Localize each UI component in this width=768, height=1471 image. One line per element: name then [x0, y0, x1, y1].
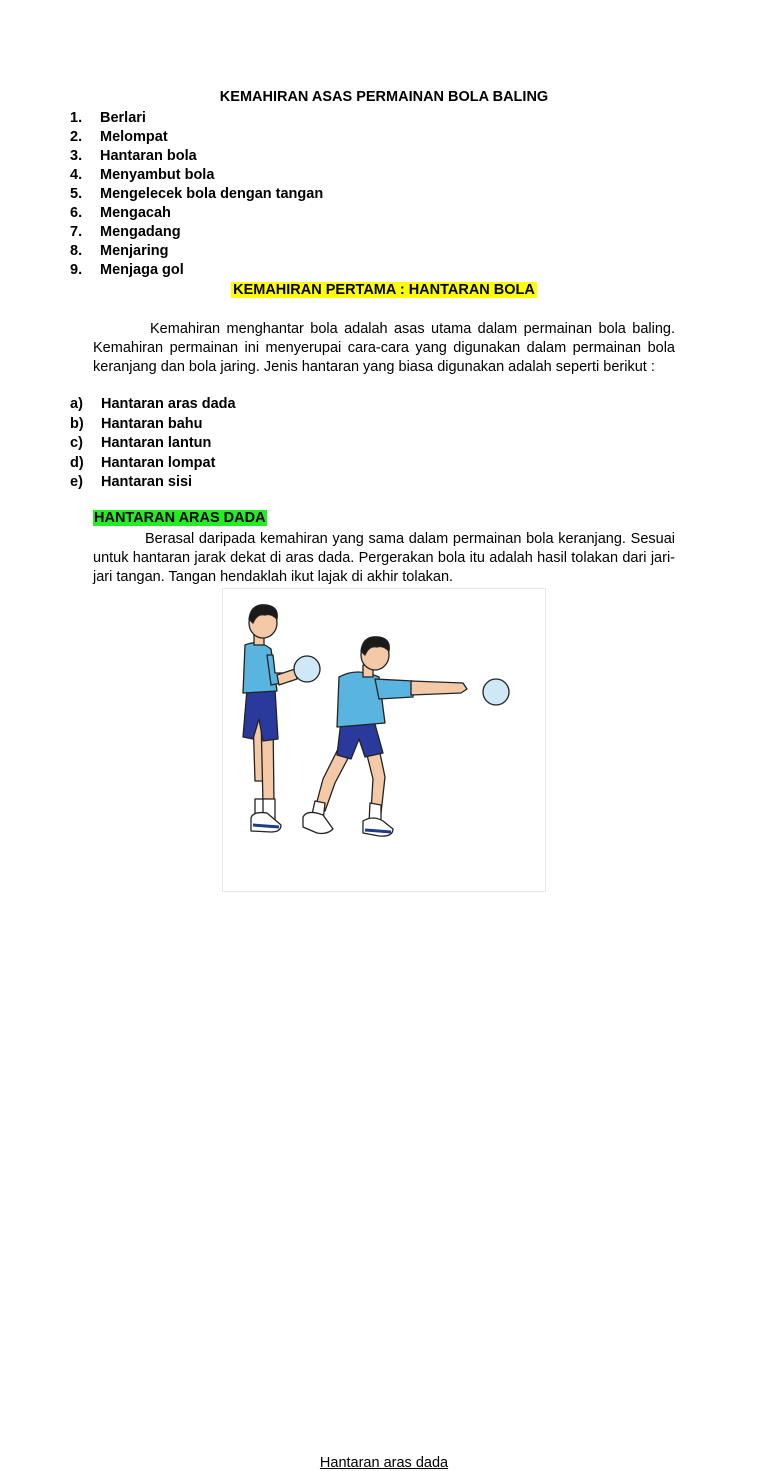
list-item: e) Hantaran sisi — [70, 474, 193, 490]
list-item: c) Hantaran lantun — [70, 435, 212, 451]
player-holding-ball — [243, 605, 320, 832]
list-item: 3. Hantaran bola — [70, 148, 197, 164]
pass-types-list — [70, 395, 236, 493]
chest-pass-figure — [222, 588, 546, 1471]
highlighted-heading: HANTARAN ARAS DADA — [94, 510, 266, 526]
section-heading-chest-pass — [93, 510, 267, 526]
document-title: KEMAHIRAN ASAS PERMAINAN BOLA BALING — [219, 89, 549, 105]
list-item: 4. Menyambut bola — [70, 167, 215, 183]
highlighted-heading: KEMAHIRAN PERTAMA : HANTARAN BOLA — [233, 282, 535, 298]
player-passing-ball — [303, 637, 509, 836]
list-item: 7. Mengadang — [70, 224, 181, 240]
list-item: 1. Berlari — [70, 110, 146, 126]
chest-pass-illustration — [223, 589, 545, 891]
figure-caption: Hantaran aras dada — [319, 1455, 449, 1471]
chest-pass-paragraph: Berasal daripada kemahiran yang sama dalam permainan bola keranjang. Sesuai untuk hantaran jarak dekat di aras dada. Pergerakan bola itu adalah hasil tolakan dari jari-jari tangan. Tangan hendaklah ikut lajak di akhir tolakan. — [93, 531, 675, 585]
list-item: 6. Mengacah — [70, 205, 171, 221]
list-item: 9. Menjaga gol — [70, 262, 184, 278]
section-heading-first-skill — [0, 282, 768, 298]
list-item: d) Hantaran lompat — [70, 454, 216, 471]
list-item: b) Hantaran bahu — [70, 415, 203, 432]
list-item: 8. Menjaring — [70, 243, 169, 259]
intro-paragraph: Kemahiran menghantar bola adalah asas utama dalam permainan bola baling. Kemahiran permainan ini menyerupai cara-cara yang digunakan dalam permainan bola keranjang dan bola jaring. Jenis hantaran yang biasa digunakan adalah seperti berikut : — [93, 321, 675, 375]
list-item: a) Hantaran aras dada — [70, 396, 236, 412]
list-item: 2. Melompat — [70, 129, 168, 145]
skills-list — [70, 109, 323, 280]
list-item: 5. Mengelecek bola dengan tangan — [70, 186, 324, 202]
